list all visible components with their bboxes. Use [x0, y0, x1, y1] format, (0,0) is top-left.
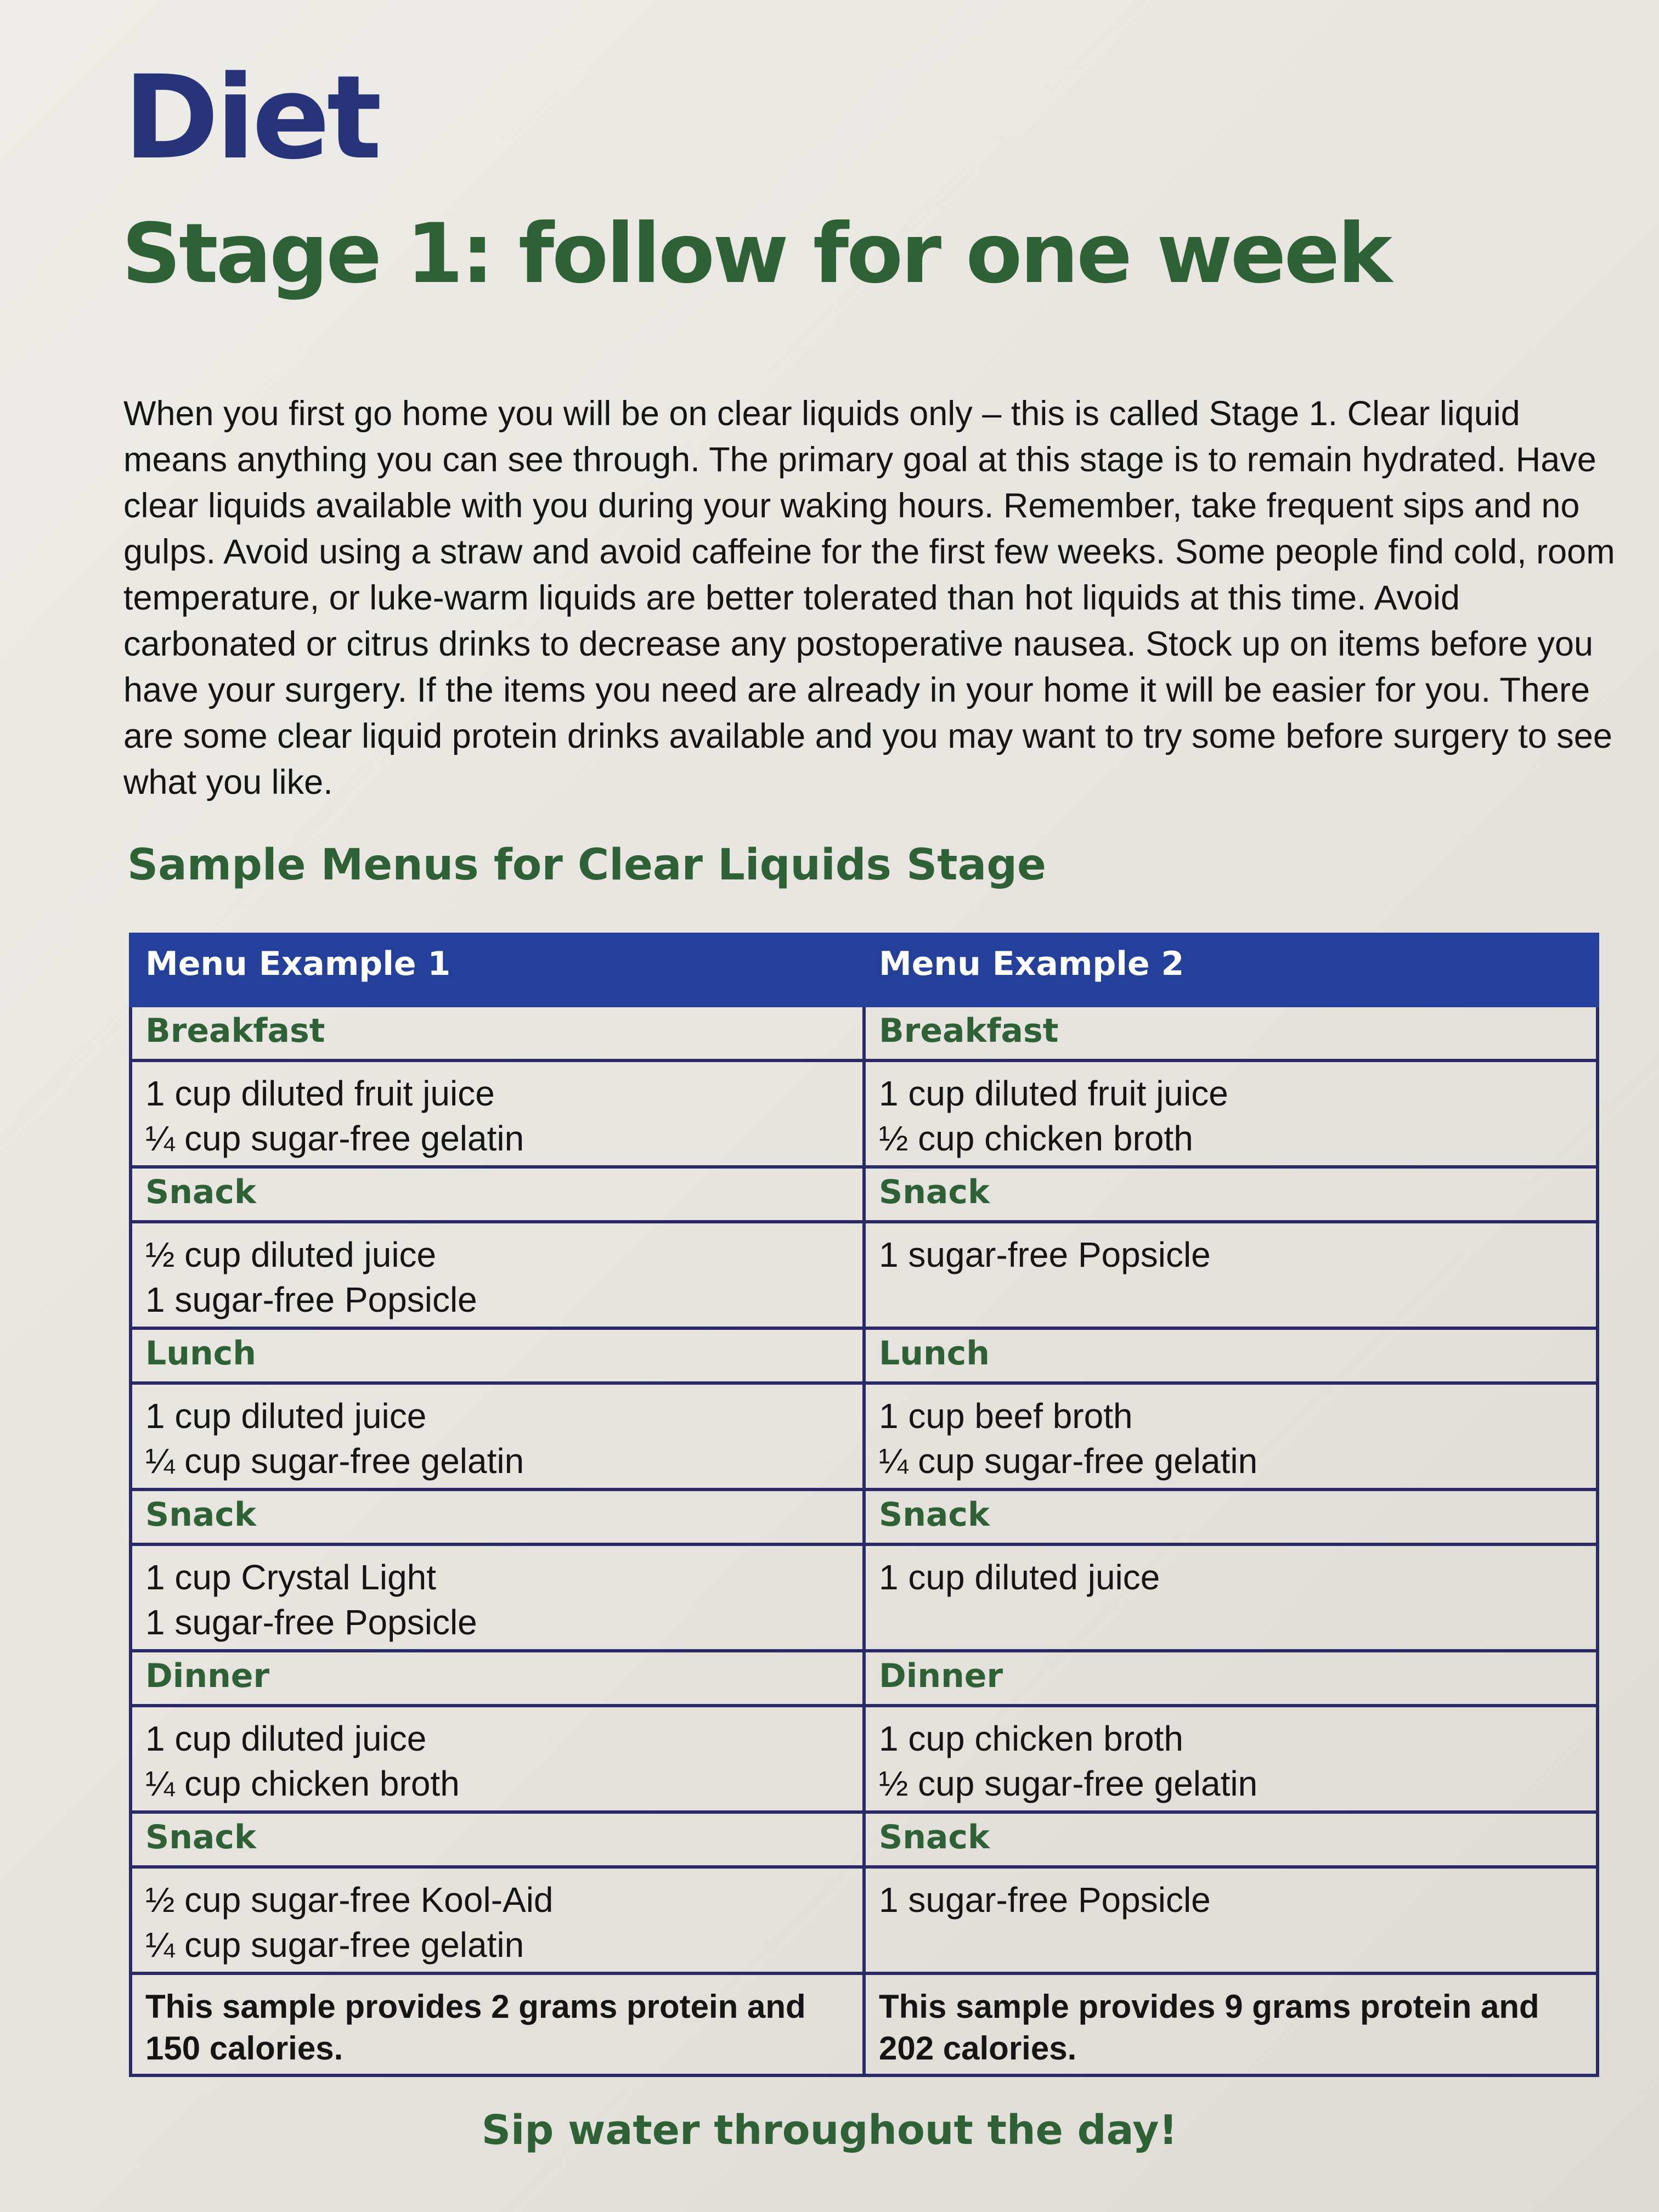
menu-2-items: [864, 1060, 1598, 1167]
footer-tip: Sip water throughout the day!: [481, 2107, 1178, 2154]
meal-items-row: [131, 1706, 1598, 1812]
meal-label: Lunch: [864, 1328, 1598, 1383]
summary-row: [131, 1973, 1598, 2075]
menu-item: 1 cup diluted fruit juice: [145, 1074, 495, 1113]
meal-heading-row: [131, 1812, 1598, 1867]
meal-label: Snack: [131, 1489, 864, 1544]
menu-1-items: [131, 1867, 864, 1973]
meal-heading-row: [131, 1489, 1598, 1544]
meal-items-row: [131, 1060, 1598, 1167]
menu-item: 1 sugar-free Popsicle: [879, 1880, 1211, 1920]
meal-items-row: [131, 1867, 1598, 1973]
menu-item: 1 sugar-free Popsicle: [879, 1235, 1211, 1274]
menu-2-items: [864, 1706, 1598, 1812]
menu-2-summary: This sample provides 9 grams protein and 202 calories.: [864, 1973, 1598, 2075]
menu-item: ¼ cup sugar-free gelatin: [145, 1925, 524, 1965]
stage-heading: Stage 1: follow for one week: [122, 206, 1390, 302]
sample-menu-table: [129, 933, 1599, 2077]
menu-2-items: [864, 1867, 1598, 1973]
menu-1-items: [131, 1706, 864, 1812]
menu-item: ¼ cup sugar-free gelatin: [145, 1119, 524, 1158]
menu-1-items: [131, 1544, 864, 1651]
meal-label: Dinner: [864, 1651, 1598, 1706]
intro-paragraph: When you first go home you will be on clear liquids only – this is called Stage 1. Clear liquid means anything you can see through. The primary goal at this stage is to remain hydrated. Have clear liquids available with you during your waking hours. Remember, take frequent sips and no gulps. Avoid using a straw and avoid caffeine for the first few weeks. Some people find cold, room temperature, or luke-warm liquids are better tolerated than hot liquids at this time. Avoid carbonated or citrus drinks to decrease any postoperative nausea. Stock up on items before you have your surgery. If the items you need are already in your home it will be easier for you. There are some clear liquid protein drinks available and you may want to try some before surgery to see what you like.: [123, 394, 1615, 802]
meal-label: Snack: [864, 1812, 1598, 1867]
meal-heading-row: [131, 1167, 1598, 1222]
page-title: Diet: [123, 50, 379, 185]
meal-label: Snack: [131, 1167, 864, 1222]
menu-2-items: [864, 1222, 1598, 1328]
meal-items-row: [131, 1222, 1598, 1328]
meal-label: Breakfast: [864, 1006, 1598, 1060]
menu-1-items: [131, 1383, 864, 1489]
menu-item: ½ cup sugar-free gelatin: [879, 1764, 1258, 1803]
menu-item: 1 cup diluted juice: [145, 1396, 427, 1436]
menu-1-summary: This sample provides 2 grams protein and 150 calories.: [131, 1973, 864, 2075]
menu-example-1-header: Menu Example 1: [131, 934, 864, 1006]
menu-item: 1 sugar-free Popsicle: [145, 1280, 477, 1319]
menu-item: 1 sugar-free Popsicle: [145, 1602, 477, 1642]
menu-1-items: [131, 1060, 864, 1167]
section-heading: Sample Menus for Clear Liquids Stage: [127, 840, 1046, 890]
table-header-row: [131, 934, 1598, 1006]
menu-example-2-header: Menu Example 2: [864, 934, 1598, 1006]
menu-1-items: [131, 1222, 864, 1328]
menu-item: ¼ cup sugar-free gelatin: [145, 1441, 524, 1481]
meal-label: Dinner: [131, 1651, 864, 1706]
menu-item: ½ cup diluted juice: [145, 1235, 437, 1274]
meal-items-row: [131, 1383, 1598, 1489]
menu-item: ½ cup chicken broth: [879, 1119, 1193, 1158]
menu-item: 1 cup chicken broth: [879, 1719, 1183, 1758]
menu-item: 1 cup diluted juice: [879, 1558, 1160, 1597]
menu-item: 1 cup Crystal Light: [145, 1558, 437, 1597]
menu-2-items: [864, 1544, 1598, 1651]
meal-label: Snack: [131, 1812, 864, 1867]
meal-label: Snack: [864, 1489, 1598, 1544]
menu-item: ¼ cup chicken broth: [145, 1764, 460, 1803]
meal-heading-row: [131, 1328, 1598, 1383]
menu-2-items: [864, 1383, 1598, 1489]
meal-label: Lunch: [131, 1328, 864, 1383]
meal-label: Breakfast: [131, 1006, 864, 1060]
meal-items-row: [131, 1544, 1598, 1651]
menu-item: ¼ cup sugar-free gelatin: [879, 1441, 1258, 1481]
menu-item: 1 cup diluted juice: [145, 1719, 427, 1758]
meal-heading-row: [131, 1651, 1598, 1706]
menu-item: ½ cup sugar-free Kool-Aid: [145, 1880, 554, 1920]
menu-item: 1 cup diluted fruit juice: [879, 1074, 1228, 1113]
meal-label: Snack: [864, 1167, 1598, 1222]
meal-heading-row: [131, 1006, 1598, 1060]
menu-item: 1 cup beef broth: [879, 1396, 1133, 1436]
